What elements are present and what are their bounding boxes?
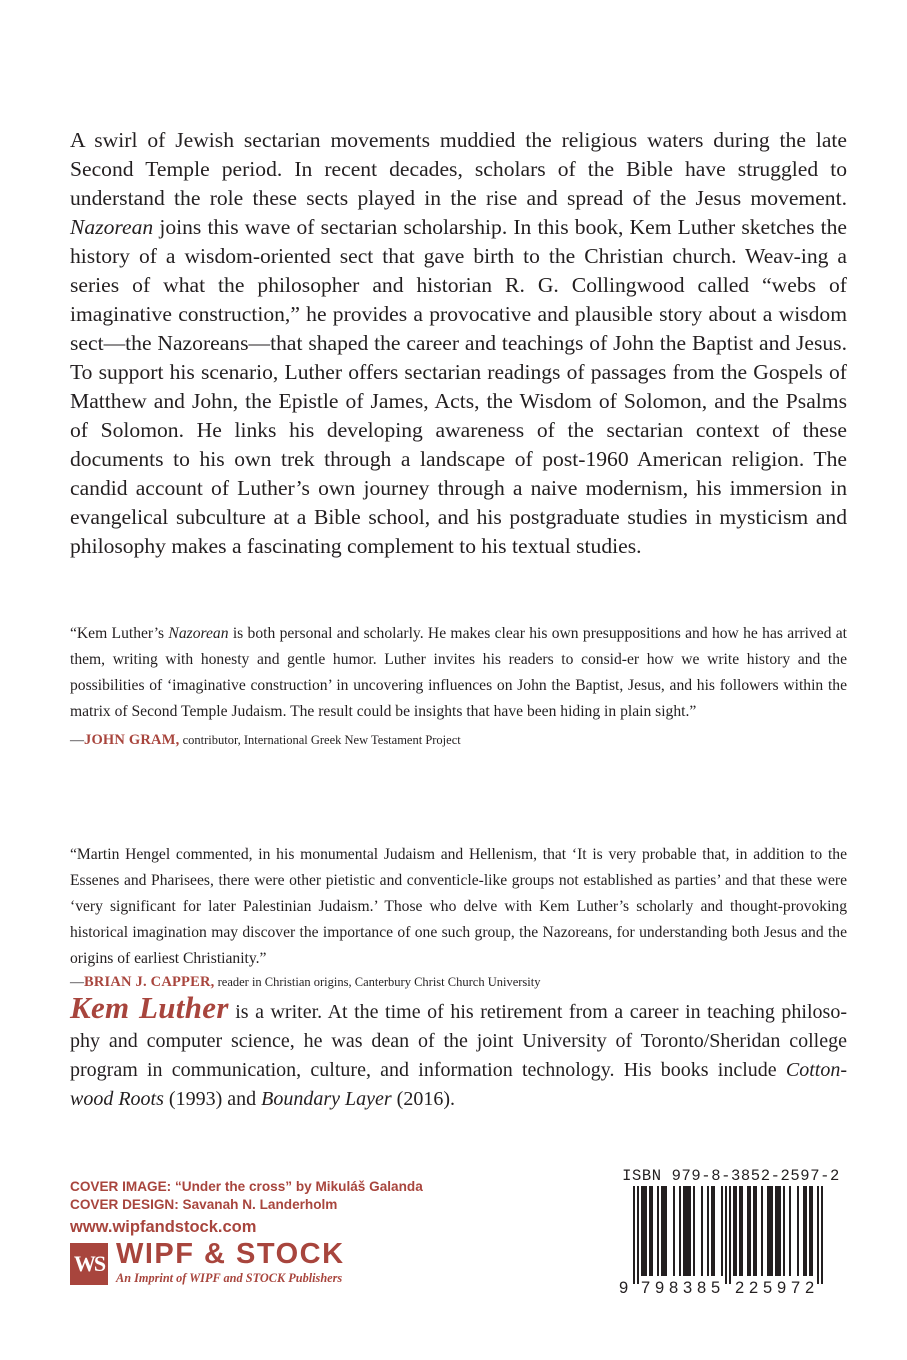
barcode-bar [713,1186,715,1276]
barcode-bar [721,1186,723,1276]
barcode-digit: 8 [697,1279,707,1297]
barcode-digit: 9 [619,1279,629,1297]
barcode-bar [665,1186,667,1276]
cover-credits [70,1178,423,1238]
barcode-bar [701,1186,703,1276]
author-name: Kem Luther [70,990,229,1025]
blurb-paragraph [70,126,847,561]
endorsement-text: “Martin Hengel commented, in his monumental Judaism and Hellenism, that ‘It is very probable that, in addition to the Essenes and Pharisees, there were other pietistic and conventicle-like groups not established as parties’ and that these were ‘very significant for later Palestinian Judaism.’ Those who delve with Kem Luther’s scholarly and thought-provoking historical imagination may discover the importance of one such group, the Nazoreans, for understanding both Jesus and the origins of earliest Christianity.” [70,846,847,967]
barcode-bar [779,1186,781,1276]
barcode-digit: 5 [711,1279,721,1297]
barcode-digit: 2 [805,1279,815,1297]
publisher-imprint: An Imprint of WIPF and STOCK Publishers [116,1271,343,1285]
publisher-name: WIPF & STOCK [116,1238,345,1270]
isbn-label: ISBN 979-8-3852-2597-2 [622,1167,840,1185]
barcode-bar [643,1186,645,1276]
barcode-bar [683,1186,685,1276]
endorsement-john-gram [70,621,847,750]
barcode-digit: 3 [683,1279,693,1297]
cover-image-credit: COVER IMAGE: “Under the cross” by Mikuláš Galanda [70,1179,423,1194]
barcode-bar [755,1186,757,1276]
barcode-bar [809,1186,811,1276]
barcode-bar [821,1186,823,1284]
endorser-name: JOHN GRAM, [84,732,180,748]
endorsement-brian-capper [70,842,847,992]
barcode-bar [725,1186,727,1284]
barcode-digit: 7 [791,1279,801,1297]
barcode-bar [649,1186,651,1276]
barcode-bar [753,1186,755,1276]
blurb-text-part2: joins this wave of sectarian scholarship. In this book, Kem Luther sketches the history of a wisdom-oriented sect that gave birth to the Christian church. Weav-ing a series of what the philosopher and historian R. G. Collingwood called “webs of imaginative construction,” he provides a provocative and plausible story about a wisdom sect—the Nazoreans—that shaped the career and teachings of John the Baptist and Jesus. To support his scenario, Luther offers sectarian readings of passages from the Gospels of Matthew and John, the Epistle of James, Acts, the Wisdom of Solomon, and the Psalms of Solomon. He links his developing awareness of the sectarian context of these documents to his own trek through a landscape of post-1960 American religion. The candid account of Luther’s own journey through a naive modernism, his immersion in evangelical subculture at a Bible school, and his postgraduate studies in mysticism and philosophy makes a fascinating complement to his textual studies. [70,215,847,558]
barcode-bar [657,1186,659,1276]
barcode-bar [769,1186,771,1276]
cover-design-credit: COVER DESIGN: Savanah N. Landerholm [70,1197,338,1212]
barcode-bar [733,1186,735,1276]
endorsement-text: “Kem Luther’s Nazorean is both personal and scholarly. He makes clear his own presuppositions and how he has arrived at them, writing with honesty and gentle humor. Luther invites his readers to consid-er how we write history and the possibilities of ‘imaginative construction’ in uncovering influences on John the Baptist, Jesus, and his followers within the matrix of Second Temple Judaism. The result could be insights that have been hiding in plain sight.” [70,625,847,720]
barcode-bar [761,1186,763,1276]
book-title-boundary: Boundary Layer [261,1088,392,1110]
endorsement-attribution: —BRIAN J. CAPPER, reader in Christian origins, Canterbury Christ Church University [70,974,541,990]
barcode-bar [749,1186,751,1276]
barcode-bar [711,1186,713,1276]
endorsement-attribution: —JOHN GRAM, contributor, International Greek New Testament Project [70,732,461,748]
barcode-bar [805,1186,807,1276]
barcode-bar [747,1186,749,1276]
barcode-bar [661,1186,663,1276]
barcode-digit: 5 [763,1279,773,1297]
barcode-bar [789,1186,791,1276]
barcode-bar [685,1186,687,1276]
barcode-digit: 2 [749,1279,759,1297]
barcode-bar [663,1186,665,1276]
barcode-digit: 7 [641,1279,651,1297]
barcode-bar [689,1186,691,1276]
endorser-role: reader in Christian origins, Canterbury Christ Church University [214,975,541,989]
publisher-logo-icon: WS [70,1243,108,1285]
isbn-barcode-block [615,1166,847,1306]
barcode-bar [641,1186,643,1276]
barcode-digit: 8 [669,1279,679,1297]
barcode-bar [735,1186,737,1276]
barcode-bar [637,1186,639,1284]
blurb-text-part1: A swirl of Jewish sectarian movements muddied the religious waters during the late Second Temple period. In recent decades, scholars of the Bible have struggled to understand the role these sects played in the rise and spread of the Jesus movement. [70,128,847,210]
barcode-bar [693,1186,695,1276]
book-title-italic: Nazorean [70,215,154,239]
author-bio [70,990,847,1114]
publisher-url[interactable]: www.wipfandstock.com [70,1218,257,1236]
barcode-bar [771,1186,773,1276]
description-blurb [70,126,847,561]
barcode-digit: 2 [735,1279,745,1297]
barcode-bar [633,1186,635,1284]
barcode-bar [645,1186,647,1276]
publisher-block [70,1238,410,1293]
barcode-bar [687,1186,689,1276]
barcode-bar [777,1186,779,1276]
barcode-bar [817,1186,819,1284]
bio-paragraph: Kem Luther is a writer. At the time of his retirement from a career in teaching philoso-phy and computer science, he was dean of the joint University of Toronto/Sheridan college program in communication, culture, and information technology. His books include Cotton-wood Roots (1993) and Boundary Layer (2016). [70,990,847,1110]
barcode-bar [707,1186,709,1276]
barcode-bar [679,1186,681,1276]
barcode-digit: 9 [655,1279,665,1297]
barcode-bar [739,1186,741,1276]
barcode-digit: 9 [777,1279,787,1297]
barcode-bar [783,1186,785,1276]
barcode-bar [729,1186,731,1284]
endorser-role: contributor, International Greek New Testament Project [179,733,461,747]
endorser-name: BRIAN J. CAPPER, [84,974,215,990]
barcode-bar [811,1186,813,1276]
barcode-bar [803,1186,805,1276]
barcode-bar [651,1186,653,1276]
barcode-bar [767,1186,769,1276]
barcode-bar [797,1186,799,1276]
book-title-cottonwood: Cotton-wood Roots [70,1059,847,1110]
barcode-bar [673,1186,675,1276]
barcode-icon [615,1186,847,1286]
barcode-bar [775,1186,777,1276]
barcode-bar [741,1186,743,1276]
